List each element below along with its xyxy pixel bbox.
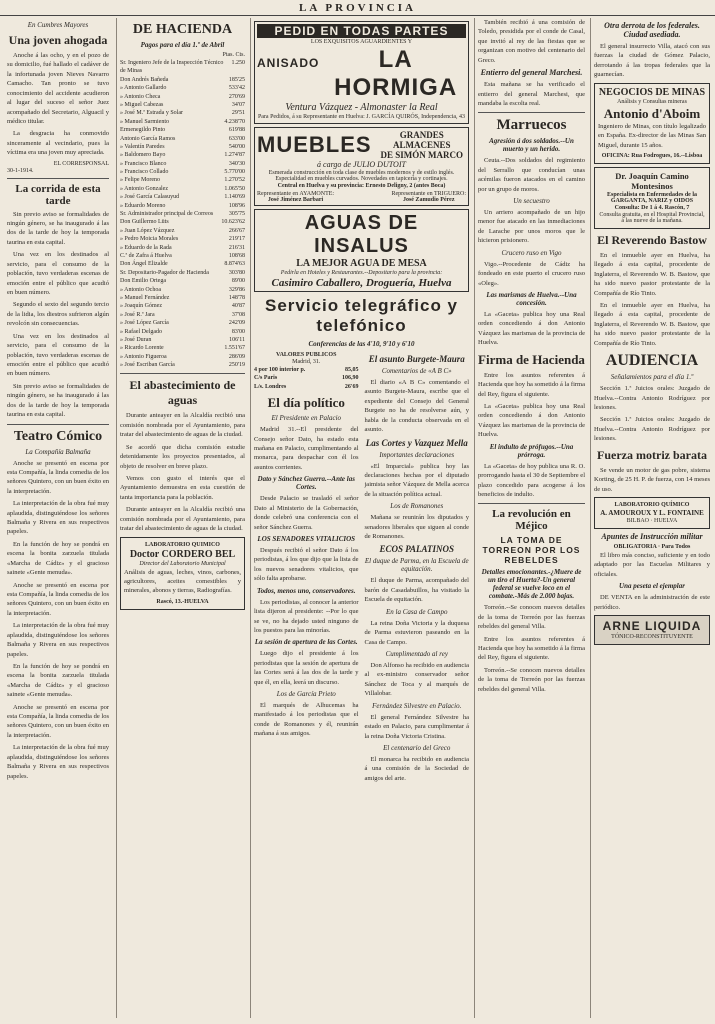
paragraph: El duque de Parma, acompañado del barón de Casadabuillos, ha visitado la Escuela de equitación.: [364, 577, 469, 604]
value-label: 4 por 100 interior p.: [254, 367, 306, 373]
subheadline: En la Casa de Campo: [386, 607, 448, 616]
amount: 1.140'69: [224, 194, 245, 201]
ad-note: Para Pedidos, á su Representante en Huelva: J. GARCÍA QUIRÓS, Independencia, 43: [257, 114, 466, 120]
subheadline: LOS SENADORES VITALICIOS: [257, 534, 356, 543]
amount: 29'51: [231, 110, 245, 117]
headline: La revolución en Méjico: [492, 508, 571, 533]
ad-name: A. AMOUROUX Y L. FONTAINE: [600, 508, 704, 517]
subheadline: El indulto de prófugos.--Una prórroga.: [489, 442, 574, 459]
value-number: 106,90: [342, 375, 359, 382]
paragraph: Don Alfonso ha recibido en audiencia al ex-ministro conservador señor Sánchez de Toca y al marqués de Villalobar.: [364, 662, 469, 698]
paragraph: Torreón.--Se conocen nuevos detalles de la toma de Torreón por las fuerzas rebeldes del general Villa.: [478, 604, 585, 631]
payment-row: [120, 277, 245, 285]
ad-office: OFICINA: Rua Fodrogues, 16.--Lisboa: [601, 152, 703, 159]
amount: 340'30: [228, 160, 245, 167]
paragraph: Entre los asuntos referentes á Hacienda que hoy ha sometido á la firma del Rey, figura el siguiente.: [478, 635, 585, 662]
ad-name: Dr. Joaquín Camino Montesinos: [615, 170, 689, 191]
value-row: [254, 383, 359, 391]
amount: 219'17: [228, 236, 245, 243]
payment-row: [120, 143, 245, 151]
ad-text: Análisis de aguas, leches, vinos, carbones, agricultores, aceites comestibles y minerales, abonos y tierras, Radiografías.: [124, 568, 241, 595]
subheadline: Los de García Prieto: [276, 690, 336, 699]
amount: 106'11: [229, 336, 245, 343]
paragraph: Anoche á las ocho, y en el pozo de su domicilio, fué hallado el cadáver de la infortunada joven Nieves Navarro Camacho. Tan pronto se tuvo conocimiento del accidente acudieron al lugar del suceso el señor Juez acompañado del Secretario, Alguacil y médico titular.: [7, 52, 109, 125]
amount: 329'86: [228, 286, 245, 293]
column-3: [250, 18, 472, 1018]
ad-text: Ingeniero de Minas, con título legalizado en España. Ex-director de las Minas San Miguel, durante 15 años.: [598, 122, 706, 149]
paragraph: La interpretación de la obra fué muy aplaudida, distinguiéndose los señores Balmaña y Rivera en sus respectivos papeles.: [7, 622, 109, 658]
payee: Sr. Ingeniero Jefe de la Inspección Técnico de Minas: [120, 60, 224, 75]
paragraph: Madrid 31.--El presidente del Consejo señor Dato, ha estado esta mañana en Palacio, cumplimentando al monarca, para despachar con él los asuntos corrientes.: [254, 426, 359, 471]
paragraph: En el inmueble ayer en Huelva, ha llegado á esta capital, procedente de Inglaterra, el Reverendo W. B. Bastow, que ha sido nuevo pastor protestante de la Compañía de Río Tinto.: [594, 302, 710, 347]
ad-charge: á cargo de JULIO DUTOIT: [317, 160, 406, 169]
subheadline: Fernández Silvestre en Palacio.: [372, 701, 462, 710]
subheadline: Importantes declaraciones: [379, 450, 455, 459]
column-5: [590, 18, 713, 1018]
insalus-ad: [254, 209, 469, 292]
payment-row: [120, 244, 245, 252]
ad-consult: Consulta: De 1 á 4. Rascón, 7: [614, 204, 690, 211]
paragraph: Un arriero acompañado de un hijo menor fue atacado en las inmediaciones de Larache por unos moros que le hicieron prisionero.: [478, 209, 585, 245]
value-number: 26'69: [344, 383, 359, 390]
ad-title: LABORATORIO QUÍMICO: [614, 501, 690, 508]
paragraph: Segundo el sexto del segundo tercio de la lidia, los diestros sufrieron algún revolcón sin consecuencias.: [7, 301, 109, 328]
payment-row: [120, 328, 245, 336]
amount: 305'75: [228, 211, 245, 218]
paragraph: Ceuta.--Dos soldados del regimiento del Serrallo que conducían unas acémilas fueron atacados en el camino por un grupo de moros.: [478, 157, 585, 193]
paragraph: El general insurrecto Villa, atacó con sus fuerzas la ciudad de Gómez Palacio, derrotando á las tropas federales que la guarnecían.: [594, 43, 710, 79]
payment-row: [120, 353, 245, 361]
signature: EL CORRESPONSAL: [53, 160, 109, 167]
payee: » Ricardo Lorente: [120, 345, 164, 352]
ad-name: Doctor CORDERO BEL: [129, 548, 236, 560]
subheadline: Crucero ruso en Vigo: [501, 248, 562, 257]
payee: Don Ángel Elizalde: [120, 261, 168, 268]
payment-row: [120, 235, 245, 243]
paragraph: Esta mañana se ha verificado el entierro del general Marchesi, que mandaba la escolta real.: [478, 81, 585, 107]
payee: » José M.ª Estrada y Solar: [120, 110, 183, 117]
arne-ad: [594, 615, 710, 645]
divider: [120, 373, 245, 374]
subheadline: Entierro del general Marchesi.: [480, 68, 583, 78]
subheadline: Pagos para el día 1.º de Abril: [140, 41, 225, 49]
subheadline: Una peseta el ejemplar: [619, 582, 685, 591]
subheadline: El Presidente en Palacio: [271, 414, 342, 423]
value-label: C/s Paris: [254, 375, 278, 382]
payee: » José Duran: [120, 336, 152, 343]
payee: Don Andrés Bañeda: [120, 76, 169, 83]
paragraph: En el inmueble ayer en Huelva, ha llegado á esta capital, procedente de Inglaterra, el Reverendo W. B. Bastow, que ha sido nuevo pastor protestante de la Compañía de Río Tinto.: [594, 251, 710, 297]
ad-banner: PEDID EN TODAS PARTES: [257, 24, 466, 38]
payment-row: [120, 311, 245, 319]
paragraph: Se vende un motor de gas pobre, sistema Korting, de 25 H. P. de fuerza, con 14 meses de uso.: [594, 466, 710, 493]
payment-row: [120, 168, 245, 176]
paragraph: Sección 1.ª Juicios orales: Juzgado de Huelva.--Contra Antonio Rodríguez por lesiones.: [594, 416, 710, 443]
ad-brand: LA HORMIGA: [334, 46, 458, 101]
ad-consult-note: Consulta gratuita, en el Hospital Provincial, á las nueve de la mañana.: [599, 211, 705, 224]
paragraph: Desde Palacio se trasladó el señor Dato al Ministerio de la Gobernación, donde celebró una conferencia con el señor Sánchez Guerra.: [254, 495, 359, 531]
paragraph: La «Gaceta» publica hoy una Real orden concediendo á don Antonio Vázquez las marismas de la provincia de Huelva.: [478, 311, 585, 347]
table-header: Ptas. Cts.: [222, 52, 245, 58]
paragraph: El libro más conciso, suficiente y en todo adaptado por las Escuelas Militares y oficiales.: [594, 551, 710, 578]
amount: 266'67: [228, 227, 245, 234]
ad-title: LABORATORIO QUIMICO: [145, 541, 220, 548]
payment-row: [120, 269, 245, 277]
payment-row: [120, 185, 245, 193]
payee: Ermenegildo Pinto: [120, 127, 166, 134]
amount: 83'00: [231, 328, 245, 335]
masthead: [0, 0, 715, 16]
amount: 533'42: [228, 85, 245, 92]
subheadline: El asunto Burgete-Maura: [368, 354, 465, 364]
subheadline: Apuntes de Instrucción militar: [601, 531, 703, 541]
divider: [478, 503, 585, 504]
payment-row: [120, 252, 245, 260]
value-row: [254, 374, 359, 382]
subheadline: La sesión de apertura de las Cortes.: [254, 638, 358, 647]
headline: El día político: [267, 395, 345, 411]
amount: 1.274'87: [224, 152, 245, 159]
payments-list: [120, 59, 245, 369]
payment-row: [120, 101, 245, 109]
payee: » Antonio Checa: [120, 93, 161, 100]
paragraph: Después recibió el señor Dato á los periodistas, á los que dijo que la lista de los nuevos senadores vitalicios, que sólo falta aprobarse.: [254, 546, 359, 583]
ad-brand: ANISADO: [257, 56, 320, 70]
headline: Firma de Hacienda: [478, 351, 585, 367]
payment-row: [120, 84, 245, 92]
payment-row: [120, 218, 245, 226]
amount: 286'09: [228, 353, 245, 360]
subheadline: Detalles emocionantes.-¿Muere de un tiro el Huerta?-Un general federal se vuelve loco en el combate.-Más de 2.000 bajas.: [481, 568, 582, 601]
paragraph: Durante anteayer en la Alcaldía recibió una comisión nombrada por el Ayuntamiento, para tratar del abastecimiento de aguas de la ciudad.: [120, 412, 245, 439]
payee: Sr. Depositario-Pagador de Hacienda: [120, 269, 209, 276]
headline: El abastecimiento de aguas: [129, 378, 236, 408]
amount: 34'07: [231, 101, 245, 108]
paragraph: Vigo.--Procedente de Cádiz ha fondeado en este puerto el crucero ruso «Oleg».: [478, 260, 585, 287]
headline: AUDIENCIA: [605, 352, 699, 370]
payment-row: [120, 202, 245, 210]
divider: [7, 178, 109, 179]
ad-maker: Ventura Vázquez - Almonaster la Real: [285, 102, 438, 113]
ad-title: NEGOCIOS DE MINAS: [598, 86, 706, 98]
paragraph: El monarca ha recibido en audiencia á una comisión de la Sociedad de amigos del arte.: [364, 755, 469, 782]
amount: 250'19: [228, 362, 245, 369]
amount: 1.250: [231, 60, 245, 66]
paragraph: En la función de hoy se pondrá en escena la bonita zarzuela titulada «Marcha de Cádiz» y el gracioso sainete «Gente menuda».: [7, 662, 109, 699]
amount: 148'78: [228, 294, 245, 301]
subheadline: Las marismas de Huelva.--Una concesión.: [486, 291, 577, 308]
paragraph: Durante anteayer en la Alcaldía recibió una comisión nombrada por el Ayuntamiento, para tratar del abastecimiento de aguas de la ciudad.: [120, 506, 245, 533]
amount: 1.551'67: [224, 345, 245, 352]
ad-cities: BILBAO · HUELVA: [626, 517, 678, 524]
payment-row: [120, 227, 245, 235]
payee: » Rafael Delgado: [120, 328, 162, 335]
headline: Marruecos: [496, 117, 567, 134]
paragraph: También recibió á una comisión de Toledo, presidida por el conde de Casal, que invitó al rey de las fiestas que se organizan con motivo del centenario del Greco.: [478, 19, 585, 64]
kicker: En Cumbres Mayores: [27, 21, 89, 29]
value-number: 85,05: [345, 367, 359, 373]
ad-central: Central en Huelva y su provincia: Ernesto Deligny, 2 (antes Boca): [277, 183, 446, 189]
ad-depositary: Casimiro Caballero, Droguería, Huelva: [271, 277, 452, 289]
payment-row: [120, 361, 245, 369]
headline: Teatro Cómico: [13, 428, 103, 444]
ad-rep-name: José Zamudio Pérez: [402, 197, 455, 203]
subheadline: Señalamientos para el día 1.º: [610, 373, 694, 382]
amount: 40'87: [231, 303, 245, 310]
section-title: Servicio telegráfico y telefónico: [264, 296, 459, 335]
paragraph: DE VENTA en la administración de este periódico.: [594, 594, 710, 611]
conference-times: Conferencias de las 4'10, 9'10 y 6'10: [308, 340, 415, 348]
amount: 5.770'00: [224, 169, 245, 176]
column-1: [4, 18, 112, 1018]
amount: 89'00: [231, 278, 245, 285]
ad-specialty: Especialista en Enfermedades de la GARGANTA, NARIZ y OIDOS: [607, 191, 697, 204]
paragraph: El general Fernández Silvestre ha estado en Palacio, para cumplimentar á la reina Doña Victoria Cristina.: [364, 713, 469, 740]
paragraph: Sin previo aviso se formalidades de ningún género, se ha inaugurado á las dos de la tarde de hoy la temporada taurina en esta capital.: [7, 210, 109, 246]
subheadline: Agresión á dos soldados.--Un muerto y un herido.: [489, 137, 574, 154]
payment-row: [120, 193, 245, 201]
amount: 10.623'62: [221, 219, 245, 226]
headline: Fuerza motriz barata: [597, 447, 707, 462]
ad-brand: AGUAS DE INSALUS: [304, 212, 419, 257]
payment-row: [120, 93, 245, 101]
payee: » Eduardo Moreno: [120, 202, 166, 209]
subheadline: El duque de Parma, en la Escuela de equitación.: [364, 557, 469, 574]
paragraph: Sección 1.ª Juicios orales: Juzgado de Huelva.--Contra Antonio Rodríguez por lesiones.: [594, 385, 710, 412]
subheadline: ECOS PALATINOS: [379, 544, 455, 555]
values-title: VALORES PUBLICOS: [276, 352, 337, 358]
payee: » Eduardo de la Rada: [120, 244, 172, 251]
payment-row: [120, 302, 245, 310]
doctor-ad: [594, 167, 710, 229]
masthead-title: LA PROVINCIA: [299, 1, 416, 14]
divider: [7, 424, 109, 425]
payment-row: [120, 109, 245, 117]
payee: » Antonio Gallardo: [120, 85, 167, 92]
paragraph: En la función de hoy se pondrá en escena la bonita zarzuela titulada «Marcha de Cádiz» y el gracioso sainete «Gente menuda».: [7, 540, 109, 577]
ad-store: DE SIMÓN MARCO: [380, 150, 464, 160]
payment-row: [120, 294, 245, 302]
payee: » Manuel Sarmiento: [120, 118, 169, 125]
payee: » Manuel Fernández: [120, 294, 170, 301]
payment-row: [120, 176, 245, 184]
amount: 303'80: [228, 269, 245, 276]
paragraph: Se acordó que dicha comisión estudie detenidamente los proyectos presentados, al objeto de resolver en breve plazo.: [120, 443, 245, 470]
ad-brand: ARNE LIQUIDA: [602, 619, 702, 634]
amount: 108'96: [228, 202, 245, 209]
payment-row: [120, 336, 245, 344]
ad-name: Antonio d'Aboim: [603, 105, 701, 121]
hormiga-ad: [254, 21, 469, 124]
paragraph: «El Imparcial» publica hoy las declaraciones hechas por el diputado jaimista señor Vázquez de Mella acerca de la situación política actual.: [364, 462, 469, 498]
paragraph: La interpretación de la obra fué muy aplaudida, distinguiéndose los señores Balmaña y Rivera en sus respectivos papeles.: [7, 744, 109, 780]
payee: » Francisco Blanco: [120, 160, 167, 167]
paragraph: Anoche se presentó en escena por esta Compañía, la linda comedia de los señores Quintero, con un buen éxito en la interpretación.: [7, 581, 109, 617]
paragraph: Una vez en los destinados al servicio, para el consumo de la población, tuvo verdaderas escenas de emoción entre el público que acudió en buen número.: [7, 332, 109, 378]
payment-row: [120, 135, 245, 143]
payment-row: [120, 151, 245, 159]
payee: » José García Calasuyud: [120, 194, 180, 201]
payment-row: [120, 126, 245, 134]
payee: » Francisco Collado: [120, 169, 169, 176]
subheadline: Los de Romanones: [390, 502, 444, 511]
ad-store: GRANDES ALMACENES: [393, 130, 451, 150]
paragraph: Anoche se presentó en escena por esta Compañía, la linda comedia de los señores Quintero, con un buen éxito en la interpretación.: [7, 459, 109, 495]
subheadline: Cumplimentado al rey: [385, 650, 448, 659]
payee: » Miguel Cabezas: [120, 101, 164, 108]
ad-note: Pedirla en Hoteles y Restaurantes.--Depositario para la provincia:: [280, 270, 443, 276]
payee: Don Guillermo Lüts: [120, 219, 169, 226]
payee: Antonio García Ramos: [120, 135, 176, 142]
paragraph: Anoche se presentó en escena por esta Compañía, la linda comedia de los señores Quintero, con un buen éxito en la interpretación.: [7, 703, 109, 739]
values-table: [254, 366, 359, 391]
dateline: 30-1-1914.: [7, 167, 34, 174]
subheadline: Todos, menos uno, conservadores.: [256, 586, 356, 595]
dateline: Madrid, 31.: [292, 359, 321, 365]
paragraph: El marqués de Alhucemas ha manifestado á los periodistas que el conde de Romanones y él, reunirán mañana á sus amigos.: [254, 702, 359, 738]
subheadline: La Compañía Balmaña: [25, 447, 91, 456]
subheadline: Las Cortes y Vazquez Mella: [365, 437, 468, 448]
value-label: L/s. Londres: [254, 383, 287, 390]
payee: C.ª de Zafra á Huelva: [120, 252, 172, 259]
amount: 4.238'70: [224, 118, 245, 125]
amount: 1.065'50: [224, 185, 245, 192]
amount: 37'08: [231, 311, 245, 318]
subheadline: Dato y Sánchez Guerra.--Ante las Cortes.: [257, 475, 355, 492]
paragraph: La «Gaceta» publica hoy una Real orden concediendo á don Antonio Vázquez las marismas de la provincia de Huelva.: [478, 402, 585, 439]
ad-sub: LOS EXQUISITOS AGUARDIENTES Y: [310, 39, 413, 45]
paragraph: Torreón.--Se conocen nuevos detalles de la toma de Torreón por las fuerzas rebeldes del general Villa.: [478, 666, 585, 693]
ad-rep: Representante en AYAMONTE:: [257, 191, 335, 197]
payee: » Valentín Paredes: [120, 143, 165, 150]
ad-sub: Análisis y Consultas mineras: [617, 98, 687, 105]
amount: 8.874'63: [224, 261, 245, 268]
payee: Don Emilio Ortega: [120, 278, 166, 285]
ad-note: Director del Laboratorio Municipal: [139, 560, 226, 567]
paragraph: Mañana se reunirán los diputados y senadores liberales que siguen al conde de Romanones.: [364, 514, 469, 541]
divider: [478, 112, 585, 113]
amount: 540'00: [228, 143, 245, 150]
amount: 216'31: [228, 244, 245, 251]
payee: Sr. Administrador principal de Correos: [120, 211, 214, 218]
headline: El Reverendo Bastow: [597, 232, 707, 247]
subheadline: Un secuestro: [513, 197, 550, 206]
laboratory-ad: [120, 537, 245, 610]
paragraph: El diario «A B C» comentando el asunto Burgete-Maura, escribe que el expediente del Consejo del General Burgete no ha de resolverse aún, y habla de la conducta observada en el asunto.: [364, 379, 469, 434]
payment-row: [120, 319, 245, 327]
laboratory-ad: [594, 497, 710, 529]
ad-text: Esmerada construcción en toda clase de muebles modernos y de estilo inglés. Especialidad en muebles curvados. Novedades en tapicería y cortinajes.: [268, 170, 455, 182]
payment-row: [120, 344, 245, 352]
payee: » Joaquín Gómez: [120, 303, 162, 310]
payment-row: [120, 76, 245, 84]
payment-row: [120, 210, 245, 218]
amount: 242'09: [228, 320, 245, 327]
payee: » Juan López Vázquez: [120, 227, 175, 234]
ad-address: Rascó, 13.-HUELVA: [156, 598, 209, 605]
amount: 108'68: [228, 252, 245, 259]
headline: Una joven ahogada: [8, 33, 108, 47]
paragraph: Vemos con gusto el interés que el Ayuntamiento demuestra en esta cuestión de tanta importancia para la población.: [120, 474, 245, 501]
payee: » José López García: [120, 320, 169, 327]
paragraph: La reina Doña Victoria y la duquesa de Parma estuvieron paseando en la Casa de Campo.: [364, 619, 469, 646]
paragraph: Entre los asuntos referentes á Hacienda que hoy ha sometido á la firma del Rey, figura el siguiente.: [478, 371, 585, 398]
payee: » José R.ª Jara: [120, 311, 155, 318]
amount: 633'00: [228, 135, 245, 142]
amount: 1.270'52: [224, 177, 245, 184]
amount: 619'88: [228, 127, 245, 134]
payee: » Antonio Figueroa: [120, 353, 167, 360]
column-4: [474, 18, 588, 1018]
payee: » Antonio Ochoa: [120, 286, 161, 293]
mines-ad: [594, 83, 710, 164]
value-row: [254, 366, 359, 374]
amount: 270'69: [228, 93, 245, 100]
subheadline: Comentarios de «A B C»: [381, 367, 452, 375]
payee: » José Escriban García: [120, 362, 175, 369]
headline: LA TOMA DE TORREON POR LOS REBELDES: [482, 535, 581, 566]
paragraph: La «Gaceta» de hoy publica una R. O. prorrogando hasta el 30 de Septiembre el plazo concedido para acogerse á los beneficios de indulto.: [478, 462, 585, 498]
headline: La corrida de esta tarde: [15, 182, 101, 207]
ad-rep: Representante en TRIGUERO:: [391, 191, 466, 197]
payee: » Pedro Moicia Morales: [120, 236, 179, 243]
payee: » Felipe Moreno: [120, 177, 160, 184]
ad-rep-name: José Jiménez Barbari: [267, 197, 324, 203]
payment-row: [120, 260, 245, 268]
amount: 185'25: [228, 76, 245, 83]
payee: » Baldomero Bayo: [120, 152, 166, 159]
subheadline: OBLIGATORIA · Para Todos: [613, 543, 691, 550]
paragraph: La interpretación de la obra fué muy aplaudida, distinguiéndose los señores Balmaña y Rivera en sus respectivos papeles.: [7, 500, 109, 536]
column-2: [116, 18, 248, 1018]
paragraph: Una vez en los destinados al servicio, para el consumo de la población, tuvo verdaderas escenas de emoción entre el público que acudió en buen número.: [7, 251, 109, 297]
ad-brand: MUEBLES: [257, 132, 372, 157]
ad-sub: TÓNICO-RECONSTITUYENTE: [611, 634, 693, 641]
ad-sub: LA MEJOR AGUA DE MESA: [296, 258, 427, 269]
payment-row: [120, 59, 245, 76]
muebles-ad: [254, 127, 469, 206]
paragraph: Sin previo aviso se formalidades de ningún género, se ha inaugurado á las dos de la tarde de hoy la temporada taurina en esta capital.: [7, 382, 109, 419]
paragraph: Los periodistas, al conocer la anterior lista dijeron al presidente: --Por lo que se ve, no ha dejado usted ninguno de los puestos para las minorías.: [254, 598, 359, 634]
subheadline: Otra derrota de los federales. Ciudad asediada.: [604, 21, 700, 39]
headline: DE HACIENDA: [132, 22, 233, 37]
subheadline: El centenario del Greco: [383, 743, 451, 752]
payment-row: [120, 286, 245, 294]
payment-row: [120, 160, 245, 168]
paragraph: La desgracia ha conmovido sinceramente al vecindario, pues la víctima era una joven muy apreciada.: [7, 130, 109, 157]
paragraph: Luego dijo el presidente á los periodistas que la sesión de apertura de las Cortes será á las dos de la tarde y que él, en ella, leerá un discurso.: [254, 650, 359, 686]
payee: » Antonio Gonzalez: [120, 185, 168, 192]
payment-row: [120, 118, 245, 126]
